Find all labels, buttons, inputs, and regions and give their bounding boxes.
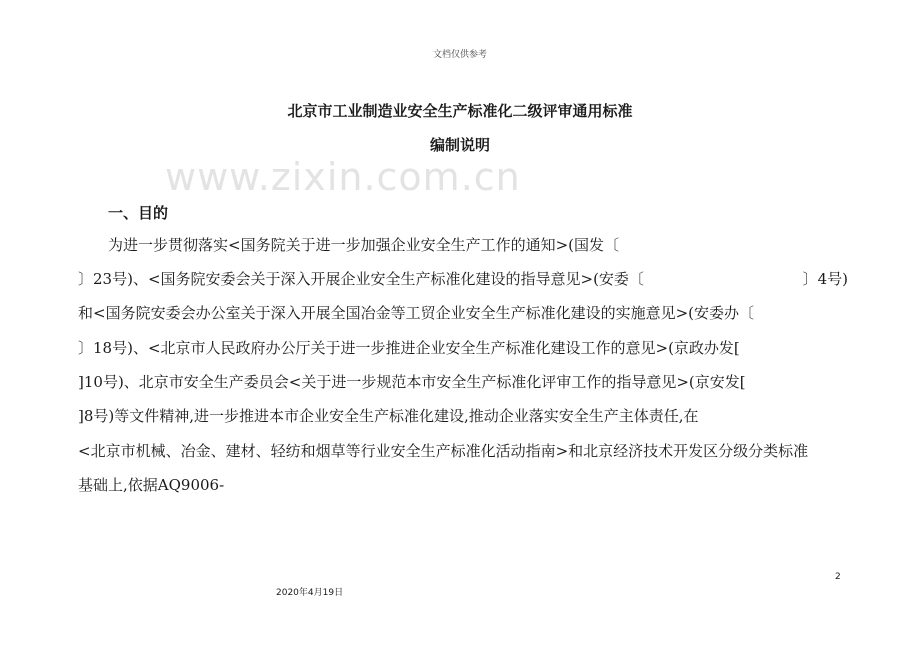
body-line-segment: 〕23号)、<国务院安委会关于深入开展企业安全生产标准化建设的指导意见>(安委〔 — [78, 270, 644, 288]
body-line: 基础上,依据AQ9006- — [78, 476, 225, 494]
page-number: 2 — [835, 572, 841, 582]
body-line: 为进一步贯彻落实<国务院关于进一步加强企业安全生产工作的通知>(国发〔 — [108, 236, 619, 254]
body-line: ]8号)等文件精神,进一步推进本市企业安全生产标准化建设,推动企业落实安全生产主体责任,在 — [78, 407, 699, 425]
body-line: 和<国务院安委会办公室关于深入开展全国冶金等工贸企业安全生产标准化建设的实施意见>(安委办〔 — [78, 304, 754, 322]
watermark: www.zixin.com.cn — [165, 155, 521, 199]
footer-date: 2020年4月19日 — [276, 588, 344, 598]
document-subtitle: 编制说明 — [429, 136, 490, 154]
document-title: 北京市工业制造业安全生产标准化二级评审通用标准 — [287, 102, 633, 120]
section-heading: 一、目的 — [108, 204, 169, 222]
body-line-segment: 〕4号) — [802, 270, 848, 288]
header-note: 文档仅供参考 — [432, 50, 487, 60]
body-line: ]10号)、北京市安全生产委员会<关于进一步规范本市安全生产标准化评审工作的指导意见>(京安发[ — [78, 373, 746, 391]
body-line — [78, 268, 848, 290]
body-line: 〕18号)、<北京市人民政府办公厅关于进一步推进企业安全生产标准化建设工作的意见>(京政办发[ — [78, 339, 740, 357]
body-line: <北京市机械、冶金、建材、轻纺和烟草等行业安全生产标准化活动指南>和北京经济技术开发区分级分类标准 — [78, 442, 809, 460]
